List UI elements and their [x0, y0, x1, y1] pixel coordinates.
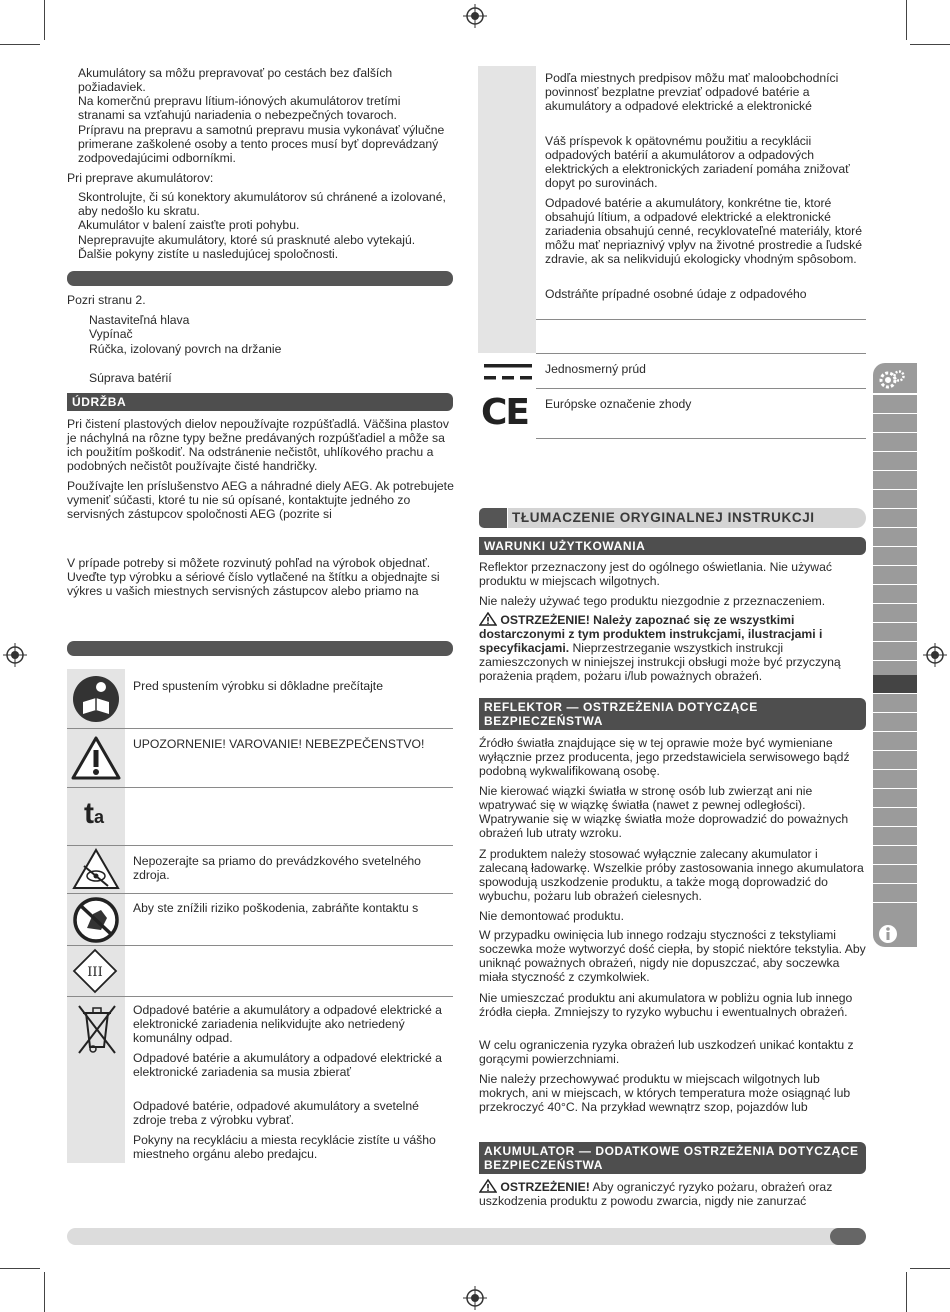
registration-mark-icon [463, 4, 487, 28]
read-manual-icon [71, 674, 121, 724]
warning-triangle-icon [479, 1179, 497, 1193]
table-row-divider [67, 787, 453, 788]
side-tab[interactable] [873, 846, 917, 864]
symbol-description: Odpadové batérie a akumulátory a odpadové elektrické a elektronické zariadenia sa musia zbierať [133, 1051, 442, 1079]
side-tab[interactable] [873, 789, 917, 807]
body-paragraph: Źródło światła znajdujące się w tej oprawie może być wymieniane wyłącznie przez producenta, jego przedstawiciela serwisowego bądź podobną wykwalifikowaną osobę. [479, 736, 850, 778]
transport-paragraph: Prípravu na prepravu a samotnú prepravu musia vykonávať výlučne primerane zaškolené osoby a tento proces musí byť doprevádzaný zodpovedajúcimi odborníkmi. [78, 123, 445, 165]
side-tab[interactable] [873, 865, 917, 883]
ta-main: t [84, 797, 94, 830]
warning-bold-text: OSTRZEŻENIE! Należy zapoznać się ze wszystkimi dostarczonymi z tym produktem instrukcjami, ilustracjami i specyfikacjami. [479, 613, 823, 655]
recycling-paragraph: Váš príspevok k opätovnému použitiu a recyklácii odpadových batérií a akumulátorov a odpadových elektrických a elektronických zariadení pomáha znižovať dopyt po surovinách. [545, 134, 850, 190]
part-name: Nastaviteľná hlava [89, 313, 190, 327]
maintenance-paragraph: V prípade potreby si môžete rozvinutý pohľad na výrobok objednať. Uveďte typ výrobku a sériové číslo vytlačené na štítku a objednajte si výkres u vašich miestnych servisných zástupcov alebo priamo na [67, 556, 440, 598]
side-tab[interactable] [873, 694, 917, 712]
transport-item: Skontrolujte, či sú konektory akumulátorov sú chránené a izolované, aby nedošlo ku skratu. [78, 190, 446, 218]
ta-sub: a [94, 807, 105, 827]
symbol-column [478, 66, 536, 319]
registration-mark-icon [463, 1286, 487, 1310]
symbol-description: Odpadové batérie, odpadové akumulátory a svetelné zdroje treba z výrobku vybrať. [133, 1099, 419, 1127]
side-tab[interactable] [873, 903, 917, 921]
symbol-description: Odpadové batérie a akumulátory a odpadové elektrické a elektronické zariadenia nelikvidujte ako netriedený komunálny odpad. [133, 1003, 442, 1045]
section-header-reflector: REFLEKTOR — OSTRZEŻENIA DOTYCZĄCE BEZPIECZEŃSTWA [479, 698, 866, 730]
side-tab[interactable] [873, 414, 917, 432]
warning-text: Nieprzestrzeganie wszystkich instrukcji zamieszczonych w niniejszej instrukcji obsługi może być przyczyną porażenia prądem, pożaru i/lub poważnych obrażeń. [479, 641, 841, 683]
side-tab[interactable] [873, 509, 917, 527]
maintenance-paragraph: Používajte len príslušenstvo AEG a náhradné diely AEG. Ak potrebujete vymeniť súčasti, ktoré tu nie sú opísané, kontaktujte jedného zo servisných zástupcov spoločnosti AEG (pozrite si [67, 479, 454, 521]
gears-icon [877, 367, 907, 391]
table-row-divider [67, 845, 453, 846]
side-tab[interactable] [873, 604, 917, 622]
direct-current-icon [482, 359, 534, 385]
crop-mark [910, 44, 950, 45]
side-tab[interactable] [873, 547, 917, 565]
warning-bold-text: OSTRZEŻENIE! [500, 1180, 590, 1194]
symbol-description: Aby ste znížili riziko poškodenia, zabráňte kontaktu s [133, 901, 419, 915]
body-paragraph: Nie należy używać tego produktu niezgodnie z przeznaczeniem. [479, 594, 826, 608]
side-tab[interactable] [873, 770, 917, 788]
side-tab[interactable] [873, 732, 917, 750]
table-row-divider [67, 728, 453, 729]
crop-mark [44, 1272, 45, 1312]
table-row-divider [536, 438, 866, 439]
side-tab[interactable] [873, 566, 917, 584]
body-paragraph: W przypadku owinięcia lub innego rodzaju styczności z tekstyliami soczewka może wytworzyć dość ciepła, by stopić niektóre tekstylia. Aby uniknąć poważnych obrażeń, nigdy nie dopuszczać, aby soczewka miała styczność z czymkolwiek. [479, 928, 866, 984]
do-not-stare-icon [72, 848, 120, 890]
symbol-description: Pokyny na recykláciu a miesta recyklácie zistíte u vášho miestneho orgánu alebo predajcu. [133, 1133, 436, 1161]
symbol-description: Nepozerajte sa priamo do prevádzkového svetelného zdroja. [133, 854, 421, 882]
warning-paragraph [479, 1179, 865, 1208]
symbol-description: UPOZORNENIE! VAROVANIE! NEBEZPEČENSTVO! [133, 737, 425, 751]
side-tab-tools[interactable] [873, 363, 917, 393]
table-row-divider [67, 893, 453, 894]
side-tab[interactable] [873, 433, 917, 451]
body-paragraph: Reflektor przeznaczony jest do ogólnego oświetlania. Nie używać produktu w miejscach wilgotnych. [479, 560, 832, 588]
weee-bin-icon [73, 1001, 121, 1057]
warning-triangle-icon [70, 735, 122, 781]
part-name: Vypínač [89, 327, 133, 341]
section-header-bar [67, 641, 453, 656]
side-tab[interactable] [873, 490, 917, 508]
transport-item: Ďalšie pokyny zistíte u nasledujúcej spoločnosti. [78, 247, 339, 261]
body-paragraph: Nie demontować produktu. [479, 909, 624, 923]
crop-mark [906, 0, 907, 40]
registration-mark-icon [3, 643, 27, 667]
transport-item: Akumulátor v balení zaisťte proti pohybu. [78, 218, 300, 232]
table-row-divider [536, 319, 866, 320]
see-page-text: Pozri stranu 2. [67, 293, 146, 307]
info-icon [877, 923, 899, 945]
side-tab[interactable] [873, 471, 917, 489]
ambient-temperature-symbol [84, 797, 104, 831]
crop-mark [0, 1268, 40, 1269]
side-tab[interactable] [873, 713, 917, 731]
transport-item: Neprepravujte akumulátory, ktoré sú prasknuté alebo vytekajú. [78, 233, 416, 247]
body-paragraph: Nie kierować wiązki światła w stronę osób lub zwierząt ani nie wpatrywać się w wiązkę światła (nawet z pewnej odległości). Wpatrywanie się w wiązkę światła może doprowadzić do poważnych obrażeń lub utraty wzroku. [479, 784, 849, 840]
no-fire-contact-icon [71, 896, 121, 944]
crop-mark [910, 1268, 950, 1269]
table-row-divider [536, 388, 866, 389]
footer-bar [67, 1228, 866, 1245]
side-tab[interactable] [873, 528, 917, 546]
body-paragraph: W celu ograniczenia ryzyka obrażeń lub uszkodzeń unikać kontaktu z gorącymi powierzchniami. [479, 1038, 854, 1066]
table-row-divider [67, 945, 453, 946]
class-iii-label: III [87, 965, 103, 980]
symbol-description: Jednosmerný prúd [545, 362, 646, 376]
ce-mark-icon: CE [481, 392, 529, 433]
registration-mark-icon [923, 643, 947, 667]
transport-paragraph: Na komerčnú prepravu lítium-iónových akumulátorov tretími stranami sa vzťahujú nariadenia o nebezpečných tovaroch. [78, 94, 401, 122]
section-header-battery: AKUMULATOR — DODATKOWE OSTRZEŻENIA DOTYCZĄCE BEZPIECZEŃSTWA [479, 1142, 866, 1174]
side-tab[interactable] [873, 808, 917, 826]
section-header-bar [67, 271, 453, 286]
crop-mark [906, 1272, 907, 1312]
section-header-maintenance: ÚDRŽBA [67, 393, 453, 411]
table-row-divider [536, 353, 866, 354]
section-header-conditions: WARUNKI UŻYTKOWANIA [479, 537, 866, 555]
side-tab[interactable] [873, 642, 917, 660]
section-title: TŁUMACZENIE ORYGINALNEJ INSTRUKCJI [512, 510, 815, 525]
maintenance-paragraph: Pri čistení plastových dielov nepoužívajte rozpúšťadlá. Väčšina plastov je náchylná na rôzne typy bežne predávaných rozpúšťadiel a môže sa ich použitím poškodiť. Na odstránenie nečistôt, uhlíkového prachu a podobných nečistôt používajte čisté handričky. [67, 417, 449, 473]
transport-intro: Pri preprave akumulátorov: [67, 171, 214, 185]
language-tab-block [479, 508, 507, 528]
symbol-description: Európske označenie zhody [545, 397, 692, 411]
side-tab[interactable] [873, 585, 917, 603]
warning-triangle-icon [479, 612, 497, 626]
recycling-paragraph: Odpadové batérie a akumulátory, konkrétne tie, ktoré obsahujú lítium, a odpadové elektrické a elektronické zariadenia obsahujú cenné, recyklovateľné materiály, ktoré môžu mať nepriaznivý vplyv na životné prostredie a ľudské zdravie, ak sa nelikvidujú ekologicky vhodným spôsobom. [545, 196, 863, 266]
warning-paragraph [479, 612, 867, 683]
recycling-paragraph: Podľa miestnych predpisov môžu mať maloobchodníci povinnosť bezplatne prevziať odpadové batérie a akumulátory a odpadové elektrické a elektronické [545, 71, 839, 113]
page-number-badge [830, 1228, 866, 1245]
recycling-paragraph: Odstráňte prípadné osobné údaje z odpadového [545, 287, 807, 301]
body-paragraph: Z produktem należy stosować wyłącznie zalecany akumulator i zalecaną ładowarkę. Wszelkie próby zastosowania innego akumulatora spowodują uszkodzenie produktu, a także mogą doprowadzić do wybuchu, pożaru lub obrażeń cielesnych. [479, 847, 864, 903]
part-name: Súprava batérií [89, 371, 172, 385]
side-tab[interactable] [873, 395, 917, 413]
part-name: Rúčka, izolovaný povrch na držanie [89, 342, 282, 356]
warning-text: Aby ograniczyć ryzyko pożaru, obrażeń oraz uszkodzenia produktu z powodu zwarcia, nigdy nie zanurzać [479, 1180, 833, 1208]
protection-class-iii-icon [72, 948, 118, 994]
side-tab[interactable] [873, 751, 917, 769]
body-paragraph: Nie należy przechowywać produktu w miejscach wilgotnych lub mokrych, ani w miejscach, w których temperatura może osiągnąć lub przekroczyć 40°C. Na przykład wewnątrz szop, pojazdów lub [479, 1072, 851, 1114]
side-tab[interactable] [873, 452, 917, 470]
transport-paragraph: Akumulátory sa môžu prepravovať po cestách bez ďalších požiadaviek. [78, 66, 393, 94]
symbol-column [478, 319, 536, 353]
body-paragraph: Nie umieszczać produktu ani akumulatora w pobliżu ognia lub innego źródła ciepła. Zmniejszy to ryzyko wybuchu i ewentualnych obrażeń. [479, 991, 853, 1019]
crop-mark [0, 44, 40, 45]
side-tab-active[interactable] [873, 675, 917, 693]
side-tab-info[interactable] [873, 921, 917, 947]
side-tab[interactable] [873, 884, 917, 902]
crop-mark [44, 0, 45, 40]
side-tab[interactable] [873, 623, 917, 641]
symbol-description: Pred spustením výrobku si dôkladne prečítajte [133, 679, 383, 693]
table-row-divider [67, 996, 453, 997]
side-tab[interactable] [873, 827, 917, 845]
